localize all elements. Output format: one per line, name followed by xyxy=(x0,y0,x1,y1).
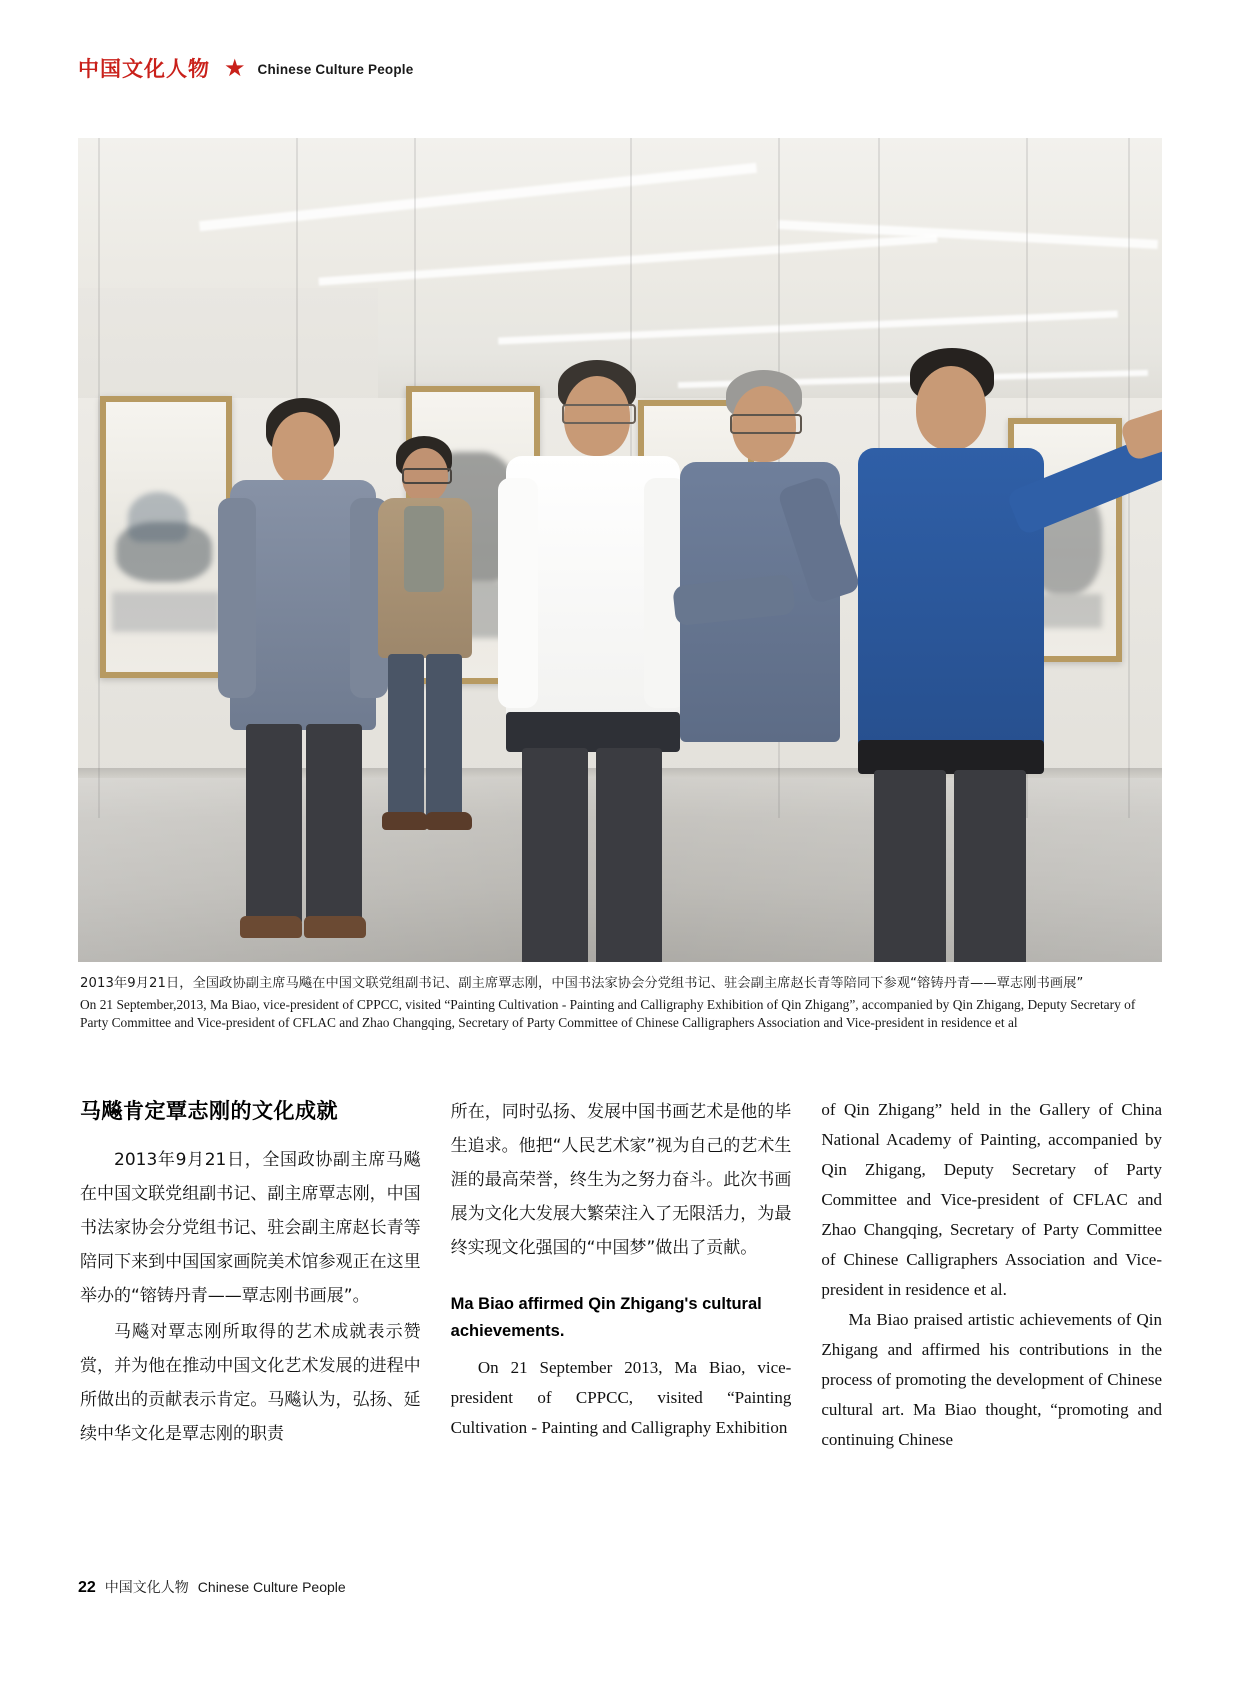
eyeglasses xyxy=(730,414,802,434)
photo-scene xyxy=(78,138,1162,962)
trousers-left xyxy=(522,748,588,962)
shoe-left xyxy=(240,916,302,938)
arm-left xyxy=(498,478,538,708)
masthead-chinese-title: 中国文化人物 xyxy=(78,56,210,81)
ceiling-light-strip xyxy=(498,310,1118,344)
face xyxy=(272,412,334,486)
paragraph-en-1: On 21 September 2013, Ma Biao, vice-president of CPPCC, visited “Painting Cultivation - Painting and Calligraphy Exhibition xyxy=(450,1358,792,1437)
column-3 xyxy=(821,1095,1162,1455)
painting-artwork xyxy=(106,402,226,672)
jeans-left xyxy=(388,654,424,818)
paragraph-en-2: of Qin Zhigang” held in the Gallery of China National Academy of Painting, accompanied by Qin Zhigang, Deputy Secretary of Party Committee and Vice-president of CFLAC and Zhao Changqing, Secretary of Party Committee of Chinese Calligraphers Association and Vice-president in residence et al. xyxy=(821,1100,1163,1299)
ink-wash-mark xyxy=(112,592,220,632)
gallery-photograph xyxy=(78,138,1162,962)
column-1 xyxy=(80,1095,421,1455)
ceiling-light-strip xyxy=(318,234,937,285)
paragraph-cn-3: 所在，同时弘扬、发展中国书画艺术是他的毕生追求。他把“人民艺术家”视为自己的艺术生涯的最高荣誉，终生为之努力奋斗。此次书画展为文化大发展大繁荣注入了无限活力，为最终实现文化强国的“中国梦”做出了贡献。 xyxy=(450,1102,792,1258)
caption-english: On 21 September,2013, Ma Biao, vice-president of CPPCC, visited “Painting Cultivation - Painting and Calligraphy Exhibition of Qin Zhigang”, accompanied by Qin Zhigang, Deputy Secretary of Party Committee and Vice-president of CFLAC and Zhao Changqing, Secretary of Party Committee of Chinese Calligraphers Association and Vice-president in residence et al xyxy=(80,997,1136,1030)
star-icon: ★ xyxy=(224,56,246,82)
article-subheading-en: Ma Biao affirmed Qin Zhigang's cultural achievements. xyxy=(450,1295,762,1340)
paragraph-cn-2: 马飚对覃志刚所取得的艺术成就表示赞赏，并为他在推动中国文化艺术发展的进程中所做出的贡献表示肯定。马飚认为，弘扬、延续中华文化是覃志刚的职责 xyxy=(80,1322,421,1444)
article-body xyxy=(80,1095,1162,1455)
trousers-left xyxy=(246,724,302,924)
trousers-right xyxy=(596,748,662,962)
footer-english-title: Chinese Culture People xyxy=(197,1579,346,1595)
shoe-left xyxy=(382,812,428,830)
belt xyxy=(858,740,1044,774)
masthead-english-title: Chinese Culture People xyxy=(257,61,414,77)
shoe-right xyxy=(426,812,472,830)
visitor-person-2 xyxy=(370,436,480,856)
visitor-person-1 xyxy=(218,398,388,958)
eyeglasses xyxy=(562,404,636,424)
trousers-right xyxy=(306,724,362,924)
trousers-right xyxy=(954,770,1026,962)
visitor-person-3 xyxy=(498,360,688,962)
visitor-person-4 xyxy=(674,370,844,840)
inner-tee xyxy=(404,506,444,592)
article-headline: 马飚肯定覃志刚的文化成就 xyxy=(80,1099,338,1123)
paragraph-cn-1: 2013年9月21日，全国政协副主席马飚在中国文联党组副书记、副主席覃志刚，中国书法家协会分党组书记、驻会副主席赵长青等陪同下来到中国国家画院美术馆参观正在这里举办的“镕铸丹青——覃志刚书画展”。 xyxy=(80,1150,421,1306)
shoe-right xyxy=(304,916,366,938)
page-footer xyxy=(78,1577,346,1597)
jeans-right xyxy=(426,654,462,818)
belt-waist xyxy=(506,712,680,752)
eyeglasses xyxy=(402,468,452,484)
trousers-left xyxy=(874,770,946,962)
page-number: 22 xyxy=(78,1579,96,1596)
caption-chinese: 2013年9月21日，全国政协副主席马飚在中国文联党组副书记、副主席覃志刚，中国书法家协会分党组书记、驻会副主席赵长青等陪同下参观“镕铸丹青——覃志刚书画展” xyxy=(80,976,1084,991)
footer-chinese-title: 中国文化人物 xyxy=(104,1580,189,1596)
photo-caption xyxy=(80,974,1162,1032)
guide-person-5 xyxy=(838,348,1158,962)
ceiling-light-strip xyxy=(199,163,757,231)
masthead xyxy=(78,57,413,81)
arm-left xyxy=(218,498,256,698)
column-2 xyxy=(451,1095,792,1455)
paragraph-en-3: Ma Biao praised artistic achievements of Qin Zhigang and affirmed his contributions in the process of promoting the development of Chinese cultural art. Ma Biao thought, “promoting and continuing Chinese xyxy=(821,1310,1163,1449)
ink-wash-mark xyxy=(128,492,188,542)
face xyxy=(916,366,986,450)
framed-painting xyxy=(100,396,232,678)
